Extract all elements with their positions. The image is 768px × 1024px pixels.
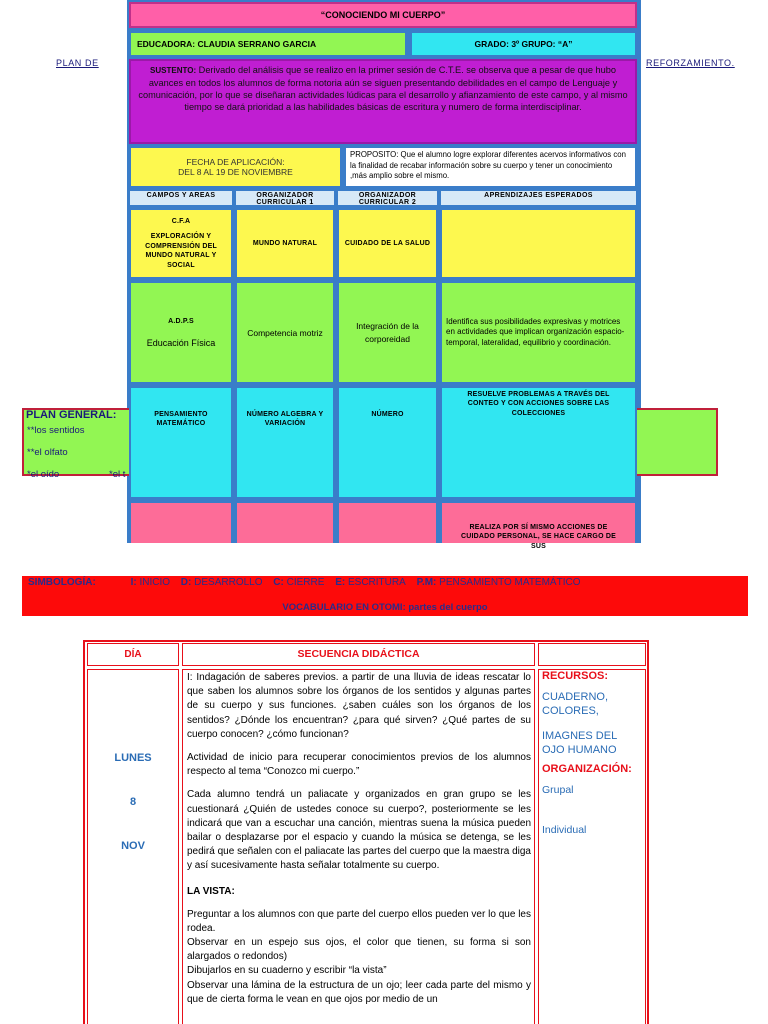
organization-label: ORGANIZACIÓN: — [542, 763, 632, 776]
organization-item: Individual — [542, 824, 587, 837]
general-plan-item: **el olfato — [27, 447, 68, 458]
row1-aprendizaje — [440, 208, 637, 279]
left-side-label: PLAN DE — [56, 58, 99, 68]
document-title: “CONOCIENDO MI CUERPO” — [129, 2, 637, 28]
header-campos: CAMPOS Y AREAS — [129, 190, 233, 206]
resources-header — [538, 643, 646, 666]
general-plan-item: *el t — [109, 469, 126, 480]
sequence-paragraph: Cada alumno tendrá un paliacate y organizados en gran grupo se les cuestionará ¿Quién de ustedes conoce su cuerpo?, posteriormente se les indicará que van a escuchar una canción, mientras suena la música pueden bailar o desplazarse por el espacio y cuando la música se detenga, se les pedirá que señalen con el paliacate las partes del cuerpo que la maestra diga y así sucesivamente hasta señalar totalmente su cuerpo. — [187, 789, 531, 872]
vocabulary-line: VOCABULARIO EN OTOMI: partes del cuerpo — [282, 602, 488, 613]
day-number: 8 — [129, 796, 137, 808]
vista-heading: LA VISTA: — [187, 886, 235, 898]
teacher-name: EDUCADORA: CLAUDIA SERRANO GARCIA — [129, 31, 407, 57]
row1-campo: C.F.A EXPLORACIÓN Y COMPRENSIÓN DEL MUNDO NATURAL Y SOCIAL — [129, 208, 233, 279]
vista-line: Preguntar a los alumnos con que parte del cuerpo ellos pueden ver lo que les rodea. — [187, 908, 531, 934]
general-plan-title: PLAN GENERAL: — [26, 409, 117, 421]
row2-campo: A.D.P.S Educación Física — [129, 281, 233, 384]
header-aprendizajes: APRENDIZAJES ESPERADOS — [440, 190, 637, 206]
purpose-box: PROPOSITO: Que el alumno logre explorar diferentes acervos informativos con la finalidad de recabar información sobre su cuerpo y tener un conocimiento ,más amplio sobre el mismo. — [344, 146, 637, 188]
general-plan-item: **los sentidos — [27, 425, 85, 436]
row2-aprendizaje: Identifica sus posibilidades expresivas y motrices en actividades que implican organización espacio-temporal, lateralidad, equilibrio y coordinación. — [440, 281, 637, 384]
resources-label: RECURSOS: — [542, 670, 609, 682]
day-name: LUNES — [114, 752, 152, 764]
row3-campo: PENSAMIENTO MATEMÁTICO — [129, 386, 233, 499]
rationale-box — [129, 59, 637, 144]
row3-aprendizaje: RESUELVE PROBLEMAS A TRAVÉS DEL CONTEO Y CON ACCIONES SOBRE LAS COLECCIONES — [440, 386, 637, 499]
right-side-label: REFORZAMIENTO. — [646, 58, 735, 68]
row4-org2 — [337, 501, 438, 543]
header-organizador-1: ORGANIZADOR CURRICULAR 1 — [235, 190, 335, 206]
sequence-paragraph: I: Indagación de saberes previos. a partir de una lluvia de ideas rescatar lo que saben los alumnos sobre los órganos de los sentidos y algunas partes de su cuerpo y sus funciones. ¿saben cuáles son los órganos de los sentidos? ¿Dónde los encuentran? ¿para qué sirven? ¿Qué partes de su cuerpo conocen? ¿cómo funcionan? — [187, 672, 531, 740]
row4-campo — [129, 501, 233, 543]
row1-org2: CUIDADO DE LA SALUD — [337, 208, 438, 279]
row3-org2: NÚMERO — [337, 386, 438, 499]
grade-group: GRADO: 3º GRUPO: “A” — [410, 31, 637, 57]
general-plan-right-box — [636, 408, 718, 476]
symbology-line: SIMBOLOGÍA: I: INICIO D: DESARROLLO C: CIERRE E: ESCRITURA P.M: PENSAMIENTO MATEMÁTICO — [28, 577, 581, 588]
day-month: NOV — [121, 840, 145, 852]
sequence-header: SECUENCIA DIDÁCTICA — [182, 643, 535, 666]
rationale-text: Derivado del análisis que se realizo en la primer sesión de C.T.E. se observa que a pesar de que hubo avances en todos los alumnos de forma notoria aún se siguen presentando debilidades en el campo de Lenguaje y comunicación, por lo que se diseñaran actividades lúdicas para el desarrollo y afianzamiento de este campo, y al mismo tiempo se dará prioridad a las habilidades básicas de escritura y numero de forma interdisciplinar. — [138, 65, 628, 112]
vista-line: Observar en un espejo sus ojos, el color que tienen, su forma si son alargados o redondos) — [187, 937, 531, 963]
resources-item: IMAGNES DEL OJO HUMANO — [542, 729, 617, 756]
sequence-paragraph: Actividad de inicio para recuperar conocimientos previos de los alumnos respecto al tema “Conozco mi cuerpo.” — [187, 751, 531, 778]
row1-org1: MUNDO NATURAL — [235, 208, 335, 279]
day-header: DÍA — [87, 643, 179, 666]
resources-cell — [538, 669, 646, 1024]
row2-org1: Competencia motriz — [235, 281, 335, 384]
row4-aprendizaje: REALIZA POR SÍ MISMO ACCIONES DE CUIDADO PERSONAL, SE HACE CARGO DE SUS — [440, 501, 637, 543]
vista-line: Observar una lámina de la estructura de un ojo; leer cada parte del mismo y que de cierta forma le vean en que ojos por medio de un — [187, 979, 531, 1005]
rationale-label: SUSTENTO: — [150, 66, 197, 75]
header-organizador-2: ORGANIZADOR CURRICULAR 2 — [337, 190, 438, 206]
application-date: FECHA DE APLICACIÓN: DEL 8 AL 19 DE NOVIEMBRE — [129, 146, 342, 188]
organization-item: Grupal — [542, 784, 574, 797]
resources-item: CUADERNO, COLORES, — [542, 691, 609, 718]
row3-org1: NÚMERO ALGEBRA Y VARIACIÓN — [235, 386, 335, 499]
general-plan-item: *el oído — [27, 469, 60, 480]
vista-line: Dibujarlos en su cuaderno y escribir “la vista” — [187, 965, 387, 977]
sequence-content — [182, 669, 535, 1024]
day-cell — [87, 669, 179, 1024]
row4-org1 — [235, 501, 335, 543]
row2-org2: Integración de la corporeidad — [337, 281, 438, 384]
